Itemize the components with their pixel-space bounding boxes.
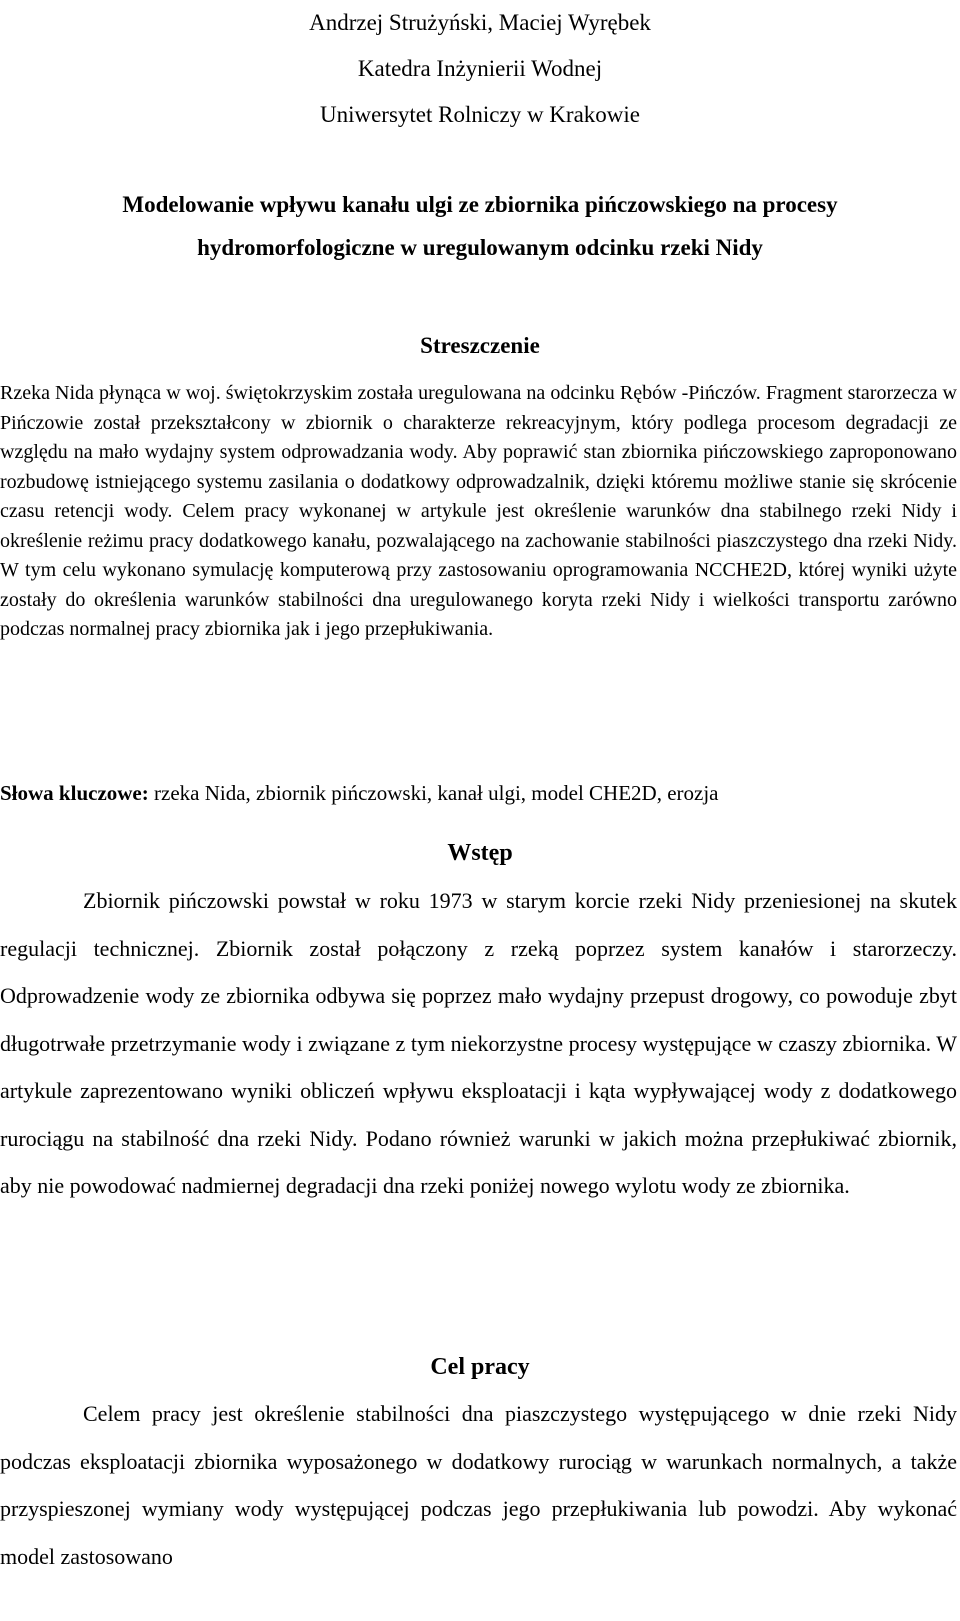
author-names: Andrzej Strużyński, Maciej Wyrębek [309, 10, 651, 35]
paper-title-line-1: Modelowanie wpływu kanału ulgi ze zbiornika pińczowskiego na procesy [122, 192, 838, 217]
section-heading-intro: Wstęp [447, 840, 513, 866]
paper-title-line-2: hydromorfologiczne w uregulowanym odcinku rzeki Nidy [197, 235, 763, 260]
keywords-label: Słowa kluczowe: [0, 781, 149, 805]
author-department: Katedra Inżynierii Wodnej [357, 56, 603, 81]
intro-paragraph: Zbiornik pińczowski powstał w roku 1973 w starym korcie rzeki Nidy przeniesionej na skutek regulacji technicznej. Zbiornik został połączony z rzeką poprzez system kanałów i starorzeczy. Odprowadzenie wody ze zbiornika odbywa się poprzez mało wydajny przepust drogowy, co powoduje zbyt długotrwałe przetrzymanie wody i związane z tym niekorzystne procesy występujące w czaszy zbiornika. W artykule zaprezentowano wyniki obliczeń wpływu eksploatacji i kąta wypływającej wody z dodatkowego rurociągu na stabilność dna rzeki Nidy. Podano również warunki w jakich można przepłukiwać zbiornik, aby nie powodować nadmiernej degradacji dna rzeki poniżej nowego wylotu wody ze zbiornika. [0, 888, 957, 1198]
author-block [0, 0, 960, 138]
paper-title [0, 183, 960, 269]
author-university: Uniwersytet Rolniczy w Krakowie [319, 102, 640, 127]
section-heading-aim: Cel pracy [430, 1354, 530, 1380]
aim-paragraph: Celem pracy jest określenie stabilności dna piaszczystego występującego w dnie rzeki Nidy podczas eksploatacji zbiornika wyposażonego w dodatkowy rurociąg w warunkach normalnych, a także przyspieszonej wymiany wody występującej podczas jego przepłukiwania lub powodzi. Aby wykonać model zastosowano [0, 1401, 957, 1569]
abstract-text: Rzeka Nida płynąca w woj. świętokrzyskim została uregulowana na odcinku Rębów -Pińczów. Fragment starorzecza w Pińczowie został przekształcony w zbiornik o charakterze rekreacyjnym, który podlega procesom degradacji ze względu na mało wydajny system odprowadzania wody. Aby poprawić stan zbiornika pińczowskiego zaproponowano rozbudowę istniejącego systemu zasilania o dodatkowy odprowadzalnik, dzięki któremu możliwe stanie się skrócenie czasu retencji wody. Celem pracy wykonanej w artykule jest określenie warunków dna stabilnego rzeki Nidy i określenie reżimu pracy dodatkowego kanału, pozwalającego na zachowanie stabilności piaszczystego dna rzeki Nidy. W tym celu wykonano symulację komputerową przy zastosowaniu oprogramowania NCCHE2D, której wyniki użyte zostały do określenia warunków stabilności dna uregulowanego koryta rzeki Nidy i wielkości transportu zarówno podczas normalnej pracy zbiornika jak i jego przepłukiwania. [0, 382, 957, 640]
abstract-heading: Streszczenie [420, 333, 540, 358]
keywords-line [0, 778, 960, 808]
keywords-text: rzeka Nida, zbiornik pińczowski, kanał ulgi, model CHE2D, erozja [148, 781, 719, 805]
